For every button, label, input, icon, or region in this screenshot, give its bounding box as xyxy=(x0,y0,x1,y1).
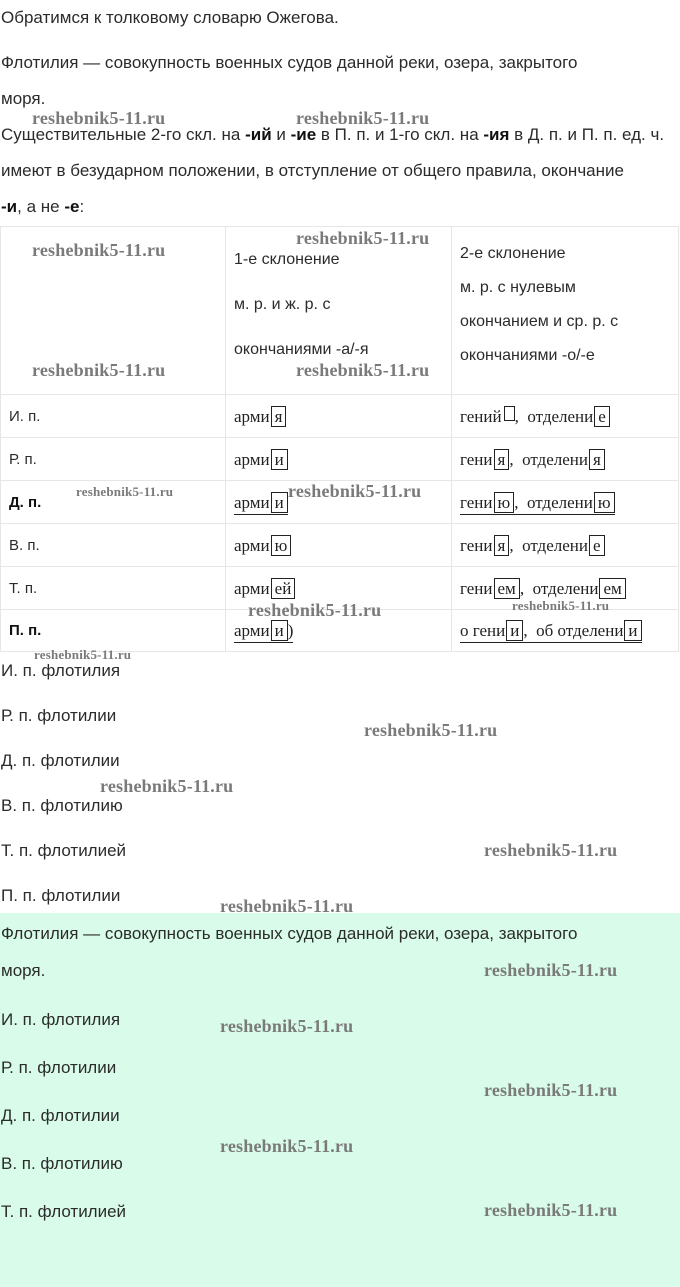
table-row xyxy=(1,524,679,567)
ending-box: я xyxy=(589,449,605,470)
rule-line1: Существительные 2-го скл. на -ий и -ие в П. п. и 1-го скл. на -ия в Д. п. и П. п. ед. ч. xyxy=(1,125,665,144)
ending-box: ю xyxy=(271,535,292,556)
ending-box: е xyxy=(594,406,610,427)
rule-line2: имеют в безударном положении, в отступление от общего правила, окончание xyxy=(1,161,624,180)
list-item: П. п. флотилии xyxy=(1,886,121,905)
second-declension-cell: гени ем , отделени ем xyxy=(452,567,679,610)
watermark: reshebnik5-11.ru xyxy=(220,896,354,916)
intro-text: Обратимся к толковому словарю Ожегова. xyxy=(1,8,339,27)
watermark: reshebnik5-11.ru xyxy=(100,776,234,796)
list-item: Т. п. флотилией xyxy=(1,1202,127,1221)
watermark: reshebnik5-11.ru xyxy=(248,600,382,620)
first-declension-cell: арми я xyxy=(226,395,452,438)
ending-box xyxy=(504,406,515,421)
table-row xyxy=(1,438,679,481)
case-cell: Р. п. xyxy=(1,438,226,481)
case-cell: Т. п. xyxy=(1,567,226,610)
list-item: И. п. флотилия xyxy=(1,1010,121,1029)
ending-box: и xyxy=(271,449,288,470)
rule-line3: -и, а не -е: xyxy=(1,197,85,216)
list-item: Д. п. флотилии xyxy=(1,751,120,770)
watermark: reshebnik5-11.ru xyxy=(288,481,422,501)
table-row xyxy=(1,395,679,438)
ending-box: и xyxy=(506,620,523,641)
watermark: reshebnik5-11.ru xyxy=(220,1016,354,1036)
case-cell: Д. п. xyxy=(1,481,226,524)
ending-box: и xyxy=(624,620,641,641)
watermark: reshebnik5-11.ru xyxy=(296,228,430,248)
watermark: reshebnik5-11.ru xyxy=(512,598,610,613)
watermark: reshebnik5-11.ru xyxy=(220,1136,354,1156)
first-declension-cell: арми и xyxy=(226,481,452,524)
ending-box: я xyxy=(271,406,287,427)
second-declension-cell: гени я , отделени я xyxy=(452,438,679,481)
watermark: reshebnik5-11.ru xyxy=(32,240,166,260)
watermark: reshebnik5-11.ru xyxy=(364,720,498,740)
watermark: reshebnik5-11.ru xyxy=(484,1080,618,1100)
watermark: reshebnik5-11.ru xyxy=(32,108,166,128)
first-declension-cell: арми ю xyxy=(226,524,452,567)
case-cell: В. п. xyxy=(1,524,226,567)
ending-box: ем xyxy=(599,578,625,599)
case-cell: И. п. xyxy=(1,395,226,438)
answer-definition-line1: Флотилия — совокупность военных судов данной реки, озера, закрытого xyxy=(1,924,578,943)
first-declension-cell: арми ей xyxy=(226,567,452,610)
list-item: Т. п. флотилией xyxy=(1,841,127,860)
watermark: reshebnik5-11.ru xyxy=(296,360,430,380)
ending-box: и xyxy=(271,620,288,641)
ending-box: я xyxy=(494,449,510,470)
definition-line2: моря. xyxy=(1,89,46,108)
list-item: В. п. флотилию xyxy=(1,796,123,815)
ending-box: я xyxy=(494,535,510,556)
first-declension-cell: арми и xyxy=(226,438,452,481)
watermark: reshebnik5-11.ru xyxy=(484,960,618,980)
ending-box: и xyxy=(271,492,288,513)
case-cell: П. п. xyxy=(1,610,226,652)
list-item: Р. п. флотилии xyxy=(1,706,117,725)
ending-box: ю xyxy=(594,492,615,513)
ending-box: ю xyxy=(494,492,515,513)
second-declension-cell: гени ю , отделени ю xyxy=(452,481,679,524)
second-declension-header: 2-е склонение м. р. с нулевым окончанием и ср. р. с окончаниями -о/-е xyxy=(452,227,679,395)
second-declension-cell: гени я , отделени е xyxy=(452,524,679,567)
watermark: reshebnik5-11.ru xyxy=(34,647,132,662)
definition-line1: Флотилия — совокупность военных судов данной реки, озера, закрытого xyxy=(1,53,578,72)
watermark: reshebnik5-11.ru xyxy=(76,484,174,499)
watermark: reshebnik5-11.ru xyxy=(296,108,430,128)
ending-box: е xyxy=(589,535,605,556)
second-declension-cell: о гени и , об отделени и xyxy=(452,610,679,652)
watermark: reshebnik5-11.ru xyxy=(484,840,618,860)
first-declension-header: 1-е склонение м. р. и ж. р. с окончаниями -а/-я xyxy=(226,227,452,395)
list-item: Д. п. флотилии xyxy=(1,1106,120,1125)
watermark: reshebnik5-11.ru xyxy=(32,360,166,380)
first-declension-cell: арми и ) xyxy=(226,610,452,652)
list-item: И. п. флотилия xyxy=(1,661,121,680)
watermark: reshebnik5-11.ru xyxy=(484,1200,618,1220)
declension-table xyxy=(0,226,679,652)
ending-box: ей xyxy=(271,578,296,599)
list-item: Р. п. флотилии xyxy=(1,1058,117,1077)
answer-definition-line2: моря. xyxy=(1,961,46,980)
ending-box: ем xyxy=(494,578,520,599)
second-declension-cell: гений , отделени е xyxy=(452,395,679,438)
list-item: В. п. флотилию xyxy=(1,1154,123,1173)
